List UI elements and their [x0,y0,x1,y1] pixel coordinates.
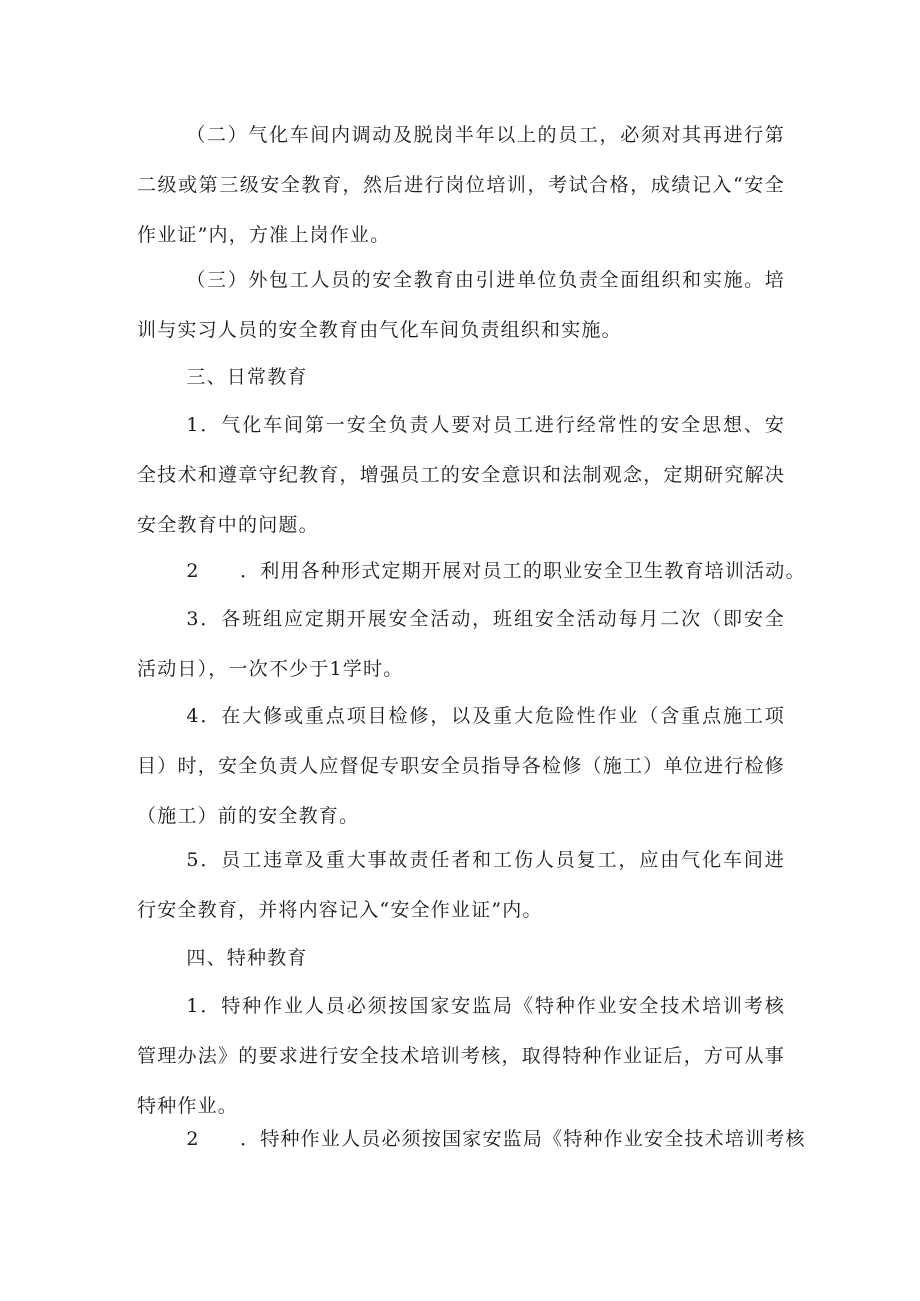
paragraph-special-item-2: 2 ．特种作业人员必须按国家安监局《特种作业安全技术培训考核 [186,1128,806,1150]
paragraph-daily-item-1: 1．气化车间第一安全负责人要对员工进行经常性的安全思想、安全技术和遵章守纪教育，增强员工的安全意识和法制观念，定期研究解决安全教育中的问题。 [137,414,785,536]
paragraph-contractor-education: （三）外包工人员的安全教育由引进单位负责全面组织和实施。培训与实习人员的安全教育由气化车间负责组织和实施。 [137,269,785,341]
paragraph-special-item-1: 1．特种作业人员必须按国家安监局《特种作业安全技术培训考核管理办法》的要求进行安全技术培训考核，取得特种作业证后，方可从事特种作业。 [137,995,785,1117]
paragraph-daily-item-2: 2 ．利用各种形式定期开展对员工的职业安全卫生教育培训活动。 [186,560,806,582]
paragraph-daily-item-4: 4．在大修或重点项目检修，以及重大危险性作业（含重点施工项目）时，安全负责人应督促专职安全员指导各检修（施工）单位进行检修（施工）前的安全教育。 [137,705,785,827]
section-heading-special-education: 四、特种教育 [186,947,308,969]
paragraph-daily-item-3: 3．各班组应定期开展安全活动，班组安全活动每月二次（即安全活动日），一次不少于1学时。 [137,608,785,680]
section-heading-daily-education: 三、日常教育 [186,366,308,388]
paragraph-reassignment-education: （二）气化车间内调动及脱岗半年以上的员工，必须对其再进行第二级或第三级安全教育，然后进行岗位培训，考试合格，成绩记入“安全作业证”内，方准上岗作业。 [137,124,785,246]
paragraph-daily-item-5: 5．员工违章及重大事故责任者和工伤人员复工，应由气化车间进行安全教育，并将内容记入“安全作业证”内。 [137,849,785,921]
